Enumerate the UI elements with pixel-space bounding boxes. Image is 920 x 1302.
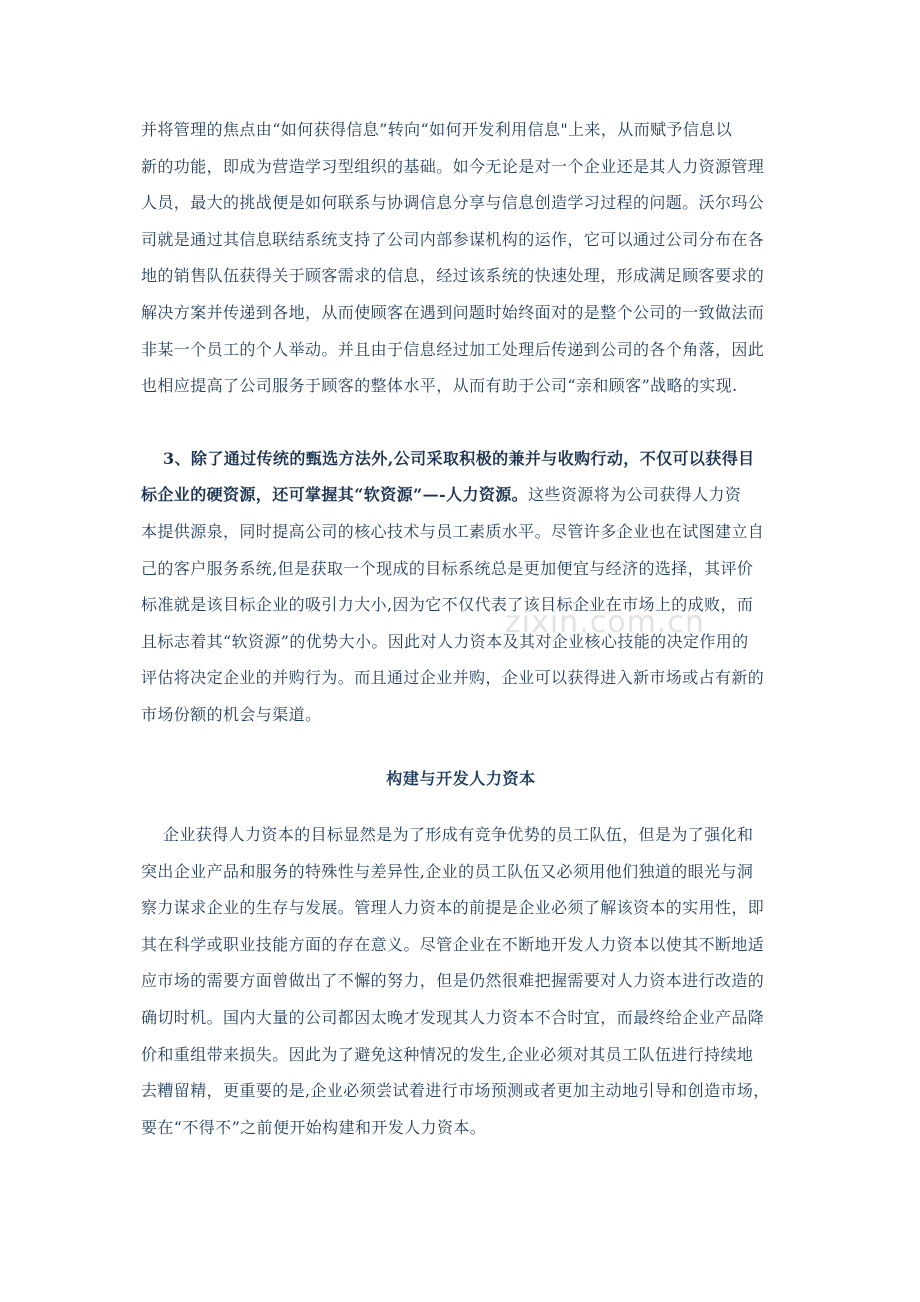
bold-lead-line: 3、除了通过传统的甄选方法外,公司采取积极的兼并与收购行动，不仅可以获得目 bbox=[163, 448, 755, 468]
text-line: 且标志着其“软资源”的优势大小。因此对人力资本及其对企业核心技能的决定作用的 bbox=[141, 631, 749, 651]
text-line: 本提供源泉，同时提高公司的核心技术与员工素质水平。尽管许多企业也在试图建立自 bbox=[141, 521, 765, 541]
text-line: 市场份额的机会与渠道。 bbox=[141, 704, 322, 724]
text-line: 察力谋求企业的生存与发展。管理人力资本的前提是企业必须了解该资本的实用性，即 bbox=[141, 898, 765, 918]
text-line: 突出企业产品和服务的特殊性与差异性,企业的员工队伍又必须用他们独道的眼光与洞 bbox=[141, 861, 754, 881]
paragraph-human-capital bbox=[141, 817, 781, 1146]
text-line: 价和重组带来损失。因此为了避免这种情况的发生,企业必须对其员工队伍进行持续地 bbox=[141, 1044, 754, 1064]
text-line: 其在科学或职业技能方面的存在意义。尽管企业在不断地开发人力资本以使其不断地适 bbox=[141, 934, 765, 954]
bold-lead-text: 标企业的硬资源，还可掌握其“软资源”—-人力资源。 bbox=[141, 485, 529, 505]
text-line: 解决方案并传递到各地，从而使顾客在遇到问题时始终面对的是整个公司的一致做法而 bbox=[141, 302, 765, 322]
document-page bbox=[141, 112, 781, 1146]
text-line: 去糟留精，更重要的是,企业必须尝试着进行市场预测或者更加主动地引导和创造市场， bbox=[141, 1081, 770, 1101]
paragraph-mergers-acquisitions bbox=[141, 441, 781, 734]
text-line: 企业获得人力资本的目标显然是为了形成有竞争优势的员工队伍，但是为了强化和 bbox=[163, 825, 754, 845]
text-line: 新的功能，即成为营造学习型组织的基础。如今无论是对一个企业还是其人力资源管理 bbox=[141, 156, 765, 176]
text-line: 确切时机。国内大量的公司都因太晚才发现其人力资本不合时宜，而最终给企业产品降 bbox=[141, 1008, 765, 1028]
text-line: 要在“不得不”之前便开始构建和开发人力资本。 bbox=[141, 1117, 487, 1137]
section-heading: 构建与开发人力资本 bbox=[386, 768, 536, 788]
text-line: 应市场的需要方面曾做出了不懈的努力，但是仍然很难把握需要对人力资本进行改造的 bbox=[141, 971, 765, 991]
text-line: 司就是通过其信息联结系统支持了公司内部参谋机构的运作，它可以通过公司分布在各 bbox=[141, 229, 765, 249]
text-line: 也相应提高了公司服务于顾客的整体水平，从而有助于公司“亲和顾客”战略的实现. bbox=[141, 376, 738, 396]
text-line: 人员，最大的挑战便是如何联系与协调信息分享与信息创造学习过程的问题。沃尔玛公 bbox=[141, 193, 765, 213]
text-line: 并将管理的焦点由“如何获得信息”转向“如何开发利用信息"上来，从而赋予信息以 bbox=[141, 120, 733, 139]
watermark: zixin.com.cn bbox=[505, 605, 705, 640]
text-line bbox=[141, 477, 781, 514]
text-line: 己的客户服务系统,但是获取一个现成的目标系统总是更加便宜与经济的选择，其评价 bbox=[141, 558, 754, 578]
text-line: 非某一个员工的个人举动。并且由于信息经过加工处理后传递到公司的各个角落，因此 bbox=[141, 339, 765, 359]
paragraph-info-management bbox=[141, 112, 781, 405]
text-run: 这些资源将为公司获得人力资 bbox=[528, 485, 742, 505]
text-line: 地的销售队伍获得关于顾客需求的信息，经过该系统的快速处理，形成满足顾客要求的 bbox=[141, 266, 765, 286]
text-line: 评估将决定企业的并购行为。而且通过企业并购，企业可以获得进入新市场或占有新的 bbox=[141, 668, 765, 688]
text-line: 标准就是该目标企业的吸引力大小,因为它不仅代表了该目标企业在市场上的成败，而 bbox=[141, 595, 754, 615]
